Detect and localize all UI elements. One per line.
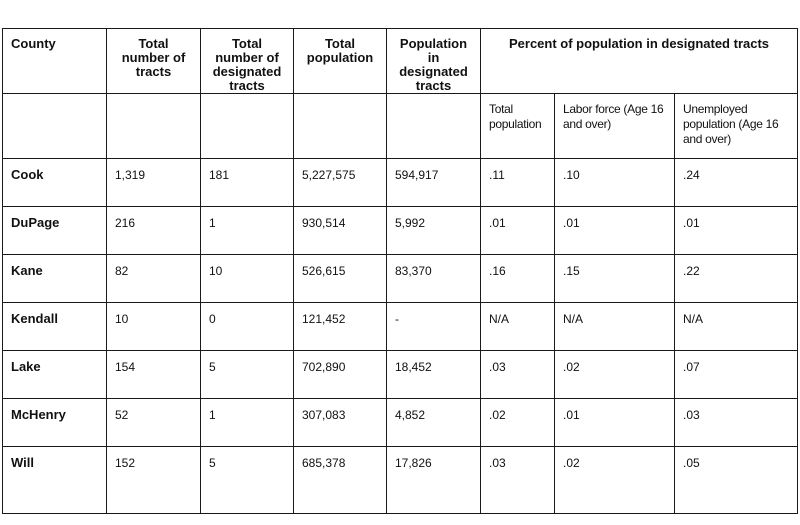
cell-pct-unemployed: .24	[675, 159, 798, 207]
subheader-empty-cell	[294, 94, 387, 159]
cell-population: 702,890	[294, 351, 387, 399]
cell-population: 930,514	[294, 207, 387, 255]
cell-designated: 5	[201, 351, 294, 399]
cell-designated: 181	[201, 159, 294, 207]
cell-pop-designated: 4,852	[387, 399, 481, 447]
subheader-total-population: Total population	[481, 94, 555, 159]
cell-pct-labor: .02	[555, 351, 675, 399]
cell-designated: 1	[201, 207, 294, 255]
cell-county: Kendall	[3, 303, 107, 351]
cell-pct-total: .03	[481, 447, 555, 514]
cell-designated: 1	[201, 399, 294, 447]
table-row	[3, 255, 798, 303]
subheader-row	[3, 94, 798, 159]
cell-pct-unemployed: .01	[675, 207, 798, 255]
cell-pop-designated: 17,826	[387, 447, 481, 514]
cell-population: 526,615	[294, 255, 387, 303]
subheader-empty-cell	[201, 94, 294, 159]
table-row	[3, 447, 798, 514]
cell-pct-total: .01	[481, 207, 555, 255]
header-row	[3, 29, 798, 94]
cell-pct-labor: .15	[555, 255, 675, 303]
cell-county: Kane	[3, 255, 107, 303]
cell-county: McHenry	[3, 399, 107, 447]
cell-pct-unemployed: .03	[675, 399, 798, 447]
cell-population: 5,227,575	[294, 159, 387, 207]
county-tracts-table	[2, 28, 798, 514]
cell-population: 307,083	[294, 399, 387, 447]
cell-county: Cook	[3, 159, 107, 207]
cell-pct-labor: .10	[555, 159, 675, 207]
cell-designated: 0	[201, 303, 294, 351]
subheader-unemployed: Unemployed population (Age 16 and over)	[675, 94, 798, 159]
cell-population: 121,452	[294, 303, 387, 351]
cell-tracts: 154	[107, 351, 201, 399]
cell-designated: 5	[201, 447, 294, 514]
header-percent-group: Percent of population in designated tracts	[481, 29, 798, 94]
cell-designated: 10	[201, 255, 294, 303]
cell-county: DuPage	[3, 207, 107, 255]
cell-pct-labor: .02	[555, 447, 675, 514]
table-row	[3, 351, 798, 399]
cell-tracts: 82	[107, 255, 201, 303]
cell-pct-total: .11	[481, 159, 555, 207]
cell-pop-designated: 18,452	[387, 351, 481, 399]
cell-pct-unemployed: .05	[675, 447, 798, 514]
cell-pop-designated: 594,917	[387, 159, 481, 207]
cell-pop-designated: 83,370	[387, 255, 481, 303]
cell-county: Lake	[3, 351, 107, 399]
cell-tracts: 216	[107, 207, 201, 255]
cell-tracts: 1,319	[107, 159, 201, 207]
cell-pct-total: .16	[481, 255, 555, 303]
subheader-labor-force: Labor force (Age 16 and over)	[555, 94, 675, 159]
subheader-empty-cell	[3, 94, 107, 159]
cell-pop-designated: -	[387, 303, 481, 351]
county-tracts-table-wrapper	[2, 28, 798, 514]
cell-tracts: 10	[107, 303, 201, 351]
cell-pct-unemployed: .22	[675, 255, 798, 303]
header-designated-tracts: Total number of designated tracts	[201, 29, 294, 94]
cell-pct-total: N/A	[481, 303, 555, 351]
header-total-population: Total population	[294, 29, 387, 94]
header-county: County	[3, 29, 107, 94]
cell-pct-unemployed: .07	[675, 351, 798, 399]
cell-tracts: 52	[107, 399, 201, 447]
cell-population: 685,378	[294, 447, 387, 514]
cell-pct-total: .02	[481, 399, 555, 447]
subheader-empty-cell	[107, 94, 201, 159]
table-row	[3, 399, 798, 447]
cell-pct-labor: .01	[555, 207, 675, 255]
table-row	[3, 159, 798, 207]
table-row	[3, 303, 798, 351]
cell-pop-designated: 5,992	[387, 207, 481, 255]
subheader-empty-cell	[387, 94, 481, 159]
cell-county: Will	[3, 447, 107, 514]
cell-pct-total: .03	[481, 351, 555, 399]
cell-pct-labor: .01	[555, 399, 675, 447]
header-population-designated: Population in designated tracts	[387, 29, 481, 94]
cell-tracts: 152	[107, 447, 201, 514]
cell-pct-unemployed: N/A	[675, 303, 798, 351]
header-total-tracts: Total number of tracts	[107, 29, 201, 94]
cell-pct-labor: N/A	[555, 303, 675, 351]
table-row	[3, 207, 798, 255]
